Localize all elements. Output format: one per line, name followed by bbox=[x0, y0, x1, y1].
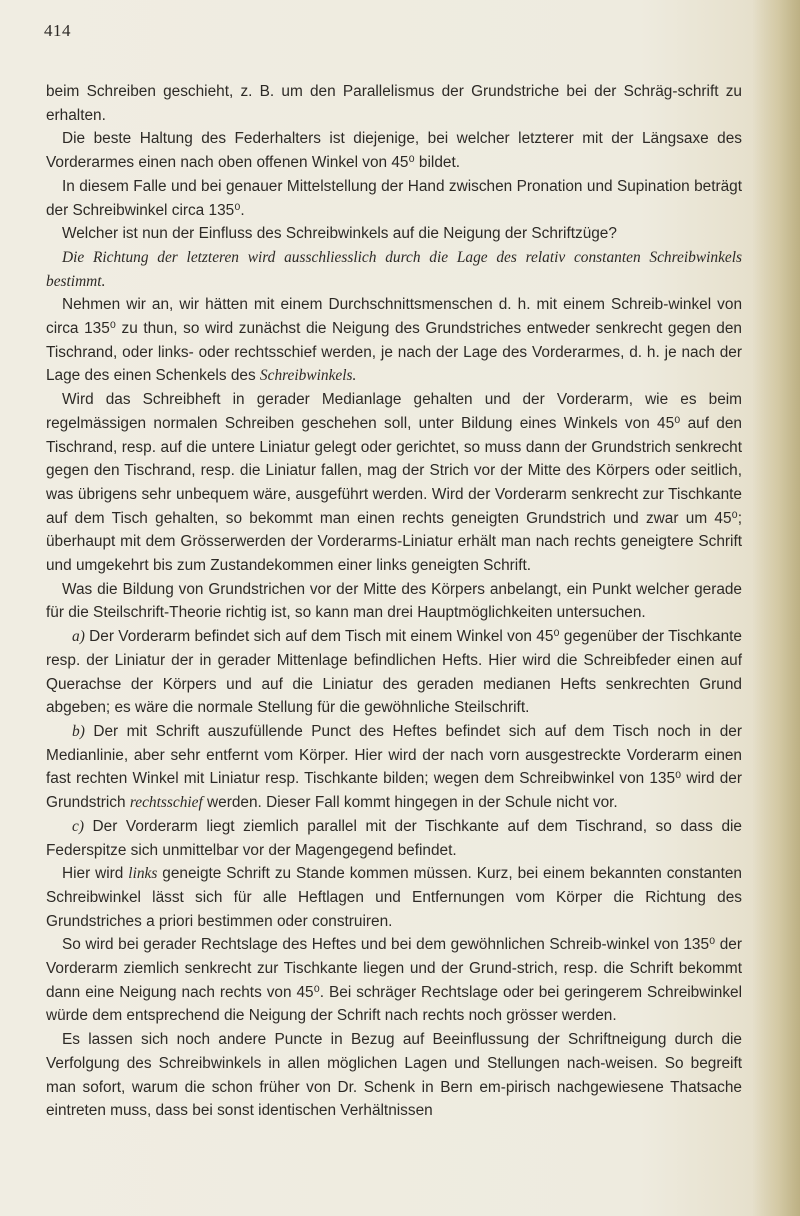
paragraph bbox=[46, 862, 742, 933]
italic-text: a) bbox=[72, 628, 85, 646]
paragraph-text: Wird das Schreibheft in gerader Medianlage gehalten und der Vorderarm, wie es beim regelmässigen normalen Schreiben geschehen soll, unter Bildung eines Winkels von 45⁰ auf den Tischrand, resp. auf die untere Liniatur gelegt oder gerichtet, so muss dann der Grundstrich senkrecht gegen den Tischrand, resp. die Liniatur fallen, mag der Strich vor der Mitte des Körpers oder seitlich, was übrigens sehr unbequem wäre, ausgeführt werden. Wird der Vorderarm senkrecht zur Tischkante auf dem Tisch gehalten, so bekommt man einen rechts geneigten Grundstrich und zwar um 45⁰; überhaupt mit dem Grösserwerden der Vorderarms-Liniatur erhält man nach rechts geneigtere Schrift und umgekehrt bis zum Zustandekommen einer links geneigten Schrift. bbox=[46, 391, 742, 575]
paragraph-text: Hier wird bbox=[62, 865, 129, 883]
paragraph bbox=[46, 578, 742, 625]
paragraph bbox=[46, 293, 742, 388]
paragraph bbox=[46, 175, 742, 222]
italic-text: c) bbox=[72, 817, 84, 835]
paragraph-text: Der mit Schrift auszufüllende Punct des Heftes befindet sich auf dem Tisch noch in der Medianlinie, aber sehr entfernt vom Körper. Hier wird der nach vorn ausgestreckte Vorderarm einen fast rechten Winkel mit Liniatur resp. Tischkante bilden; wegen dem Schreibwinkel von 135⁰ wird der Grundstrich bbox=[46, 722, 742, 812]
italic-text: b) bbox=[72, 722, 85, 740]
paragraph bbox=[46, 246, 742, 293]
page-number: 414 bbox=[44, 21, 71, 40]
paragraph bbox=[46, 80, 742, 127]
body-text bbox=[46, 80, 742, 1123]
italic-text: Die Richtung der letzteren wird ausschliesslich durch die Lage des relativ constanten Schreibwinkels bestimmt. bbox=[46, 248, 742, 290]
paragraph bbox=[46, 815, 742, 862]
paragraph bbox=[46, 127, 742, 174]
paragraph bbox=[46, 388, 742, 578]
paragraph bbox=[46, 720, 742, 815]
paragraph bbox=[46, 222, 742, 246]
paragraph-text: So wird bei gerader Rechtslage des Heftes und bei dem gewöhnlichen Schreib-winkel von 135⁰ der Vorderarm ziemlich senkrecht zur Tischkante liegen und der Grund-strich, resp. die Schrift bekommt dann eine Neigung nach rechts von 45⁰. Bei schräger Rechtslage oder bei geringerem Schreibwinkel würde dem entsprechend die Neigung der Schrift nach rechts noch grösser werden. bbox=[46, 936, 742, 1025]
paragraph bbox=[46, 1028, 742, 1123]
paragraph-text: In diesem Falle und bei genauer Mittelstellung der Hand zwischen Pronation und Supination beträgt der Schreibwinkel circa 135⁰. bbox=[46, 177, 742, 219]
italic-text: links bbox=[128, 865, 158, 883]
paragraph-text: Der Vorderarm liegt ziemlich parallel mit der Tischkante auf dem Tischrand, so dass die Federspitze sich unmittelbar vor der Magengegend befindet. bbox=[46, 817, 742, 859]
paragraph-text: Nehmen wir an, wir hätten mit einem Durchschnittsmenschen d. h. mit einem Schreib-winkel von circa 135⁰ zu thun, so wird zunächst die Neigung des Grundstriches entweder senkrecht gegen den Tischrand, oder links- oder rechtsschief werden, je nach der Lage des Vorderarmes, d. h. je nach der Lage des einen Schenkels des bbox=[46, 296, 742, 385]
paragraph bbox=[46, 933, 742, 1028]
paragraph-text: Welcher ist nun der Einfluss des Schreibwinkels auf die Neigung der Schriftzüge? bbox=[62, 225, 617, 243]
paragraph bbox=[46, 625, 742, 720]
paragraph-text: Die beste Haltung des Federhalters ist diejenige, bei welcher letzterer mit der Längsaxe des Vorderarmes einen nach oben offenen Winkel von 45⁰ bildet. bbox=[46, 130, 742, 172]
italic-text: Schreibwinkels. bbox=[259, 367, 357, 385]
paragraph-text: geneigte Schrift zu Stande kommen müssen. Kurz, bei einem bekannten constanten Schreibwinkel lässt sich für alle Heftlagen und Entfernungen vom Körper die Richtung des Grundstriches a priori bestimmen oder construiren. bbox=[46, 865, 742, 930]
paragraph-text: werden. Dieser Fall kommt hingegen in der Schule nicht vor. bbox=[202, 794, 618, 812]
paragraph-text: Was die Bildung von Grundstrichen vor der Mitte des Körpers anbelangt, ein Punkt welcher gerade für die Steilschrift-Theorie richtig ist, so kann man drei Hauptmöglichkeiten untersuchen. bbox=[46, 580, 742, 622]
page-edge-shadow bbox=[752, 0, 800, 1216]
paragraph-text: Es lassen sich noch andere Puncte in Bezug auf Beeinflussung der Schriftneigung durch die Verfolgung des Schreibwinkels in allen möglichen Lagen und Stellungen nach-weisen. So begreift man sofort, warum die schon früher von Dr. Schenk in Bern em-pirisch nachgewiesene Thatsache eintreten muss, dass bei sonst identischen Verhältnissen bbox=[46, 1031, 742, 1120]
italic-text: rechtsschief bbox=[129, 794, 203, 812]
paragraph-text: Der Vorderarm befindet sich auf dem Tisch mit einem Winkel von 45⁰ gegenüber der Tischkante resp. der Liniatur der in gerader Mittenlage befindlichen Hefts. Hier wird die Schreibfeder einen auf Querachse der Körpers und auf die Liniatur des geraden medianen Hefts senkrechten Grund abgeben; es wäre die normale Stellung für die gewöhnliche Steilschrift. bbox=[46, 628, 742, 717]
paragraph-text: beim Schreiben geschieht, z. B. um den Parallelismus der Grundstriche bei der Schräg-schrift zu erhalten. bbox=[46, 83, 742, 124]
